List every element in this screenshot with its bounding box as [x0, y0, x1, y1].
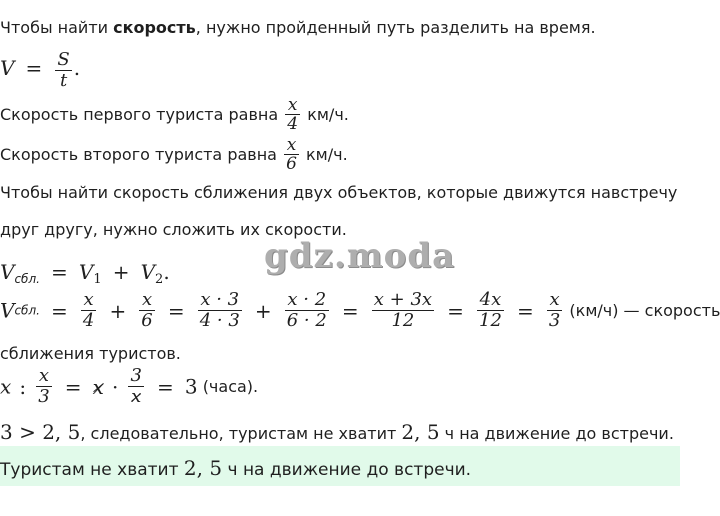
fraction: $\frac{x}{6}$ [141, 289, 153, 331]
fraction-x-4: $\frac{x}{4}$ [287, 95, 299, 134]
math-v: V [0, 56, 15, 80]
text: Чтобы найти [0, 18, 114, 37]
math-eq: = [25, 56, 43, 80]
text: Скорость второго туриста равна [0, 145, 277, 164]
answer-text: Туристам не хватит 2, 5 ч на движение до встречи. [0, 456, 472, 480]
text: Скорость первого туриста равна [0, 105, 279, 124]
fraction: $\frac{4x}{12}$ [479, 289, 502, 331]
fraction: $\frac{3}{x}$ [130, 365, 142, 407]
time-formula: x : $\frac{x}{3}$ = x · $\frac{3}{x}$ = 3 (часа). [0, 365, 259, 407]
fraction: $\frac{x \cdot 3}{4 \cdot 3}$ [199, 289, 240, 331]
unit: км/ч. [307, 105, 349, 124]
fraction: $\frac{x + 3x}{12}$ [373, 289, 433, 331]
speed-first-line [0, 96, 349, 133]
fraction: $\frac{x \cdot 2}{6 \cdot 2}$ [286, 289, 327, 331]
approach-line-1: Чтобы найти скорость сближения двух объектов, которые движутся навстречу [0, 183, 678, 202]
fraction-x-6: $\frac{x}{6}$ [286, 135, 297, 174]
fraction: $\frac{x}{3}$ [548, 289, 561, 331]
watermark-logo: gdz.moda [264, 236, 456, 276]
math-end: . [73, 56, 81, 80]
fraction: $\frac{x}{3}$ [38, 365, 50, 407]
approach-line-2: друг другу, нужно сложить их скорости. [0, 220, 347, 239]
bold-term: скорость [113, 18, 196, 37]
text: , нужно пройденный путь разделить на время. [195, 18, 596, 37]
speed-second-line [0, 136, 348, 173]
calc-formula: Vсбл. = $\frac{x}{4}$ + $\frac{x}{6}$ = $\frac{x \cdot 3}{4 \cdot 3}$ + $\frac{x \cdot 2}{6 \cdot 2}$ = $\frac{x + 3x}{12}$ = $\frac{4x}{12}$ = $\frac{x}{3}$ (км/ч) — скорость [0, 289, 720, 331]
definition-line [0, 18, 596, 37]
calc-tail-line: сближения туристов. [0, 344, 181, 363]
text: (км/ч) — скорость [569, 301, 720, 320]
fraction: $\frac{x}{4}$ [82, 289, 95, 331]
unit: км/ч. [306, 145, 348, 164]
unit: (часа). [202, 377, 259, 396]
fraction-s-t: $\frac{S}{t}$ [57, 49, 70, 91]
sum-formula: $V_{сбл.} = V_1 + V_2$. [0, 260, 170, 287]
formula-v [0, 50, 80, 91]
compare-line: 3 > 2, 5, следовательно, туристам не хватит 2, 5 ч на движение до встречи. [0, 420, 674, 444]
